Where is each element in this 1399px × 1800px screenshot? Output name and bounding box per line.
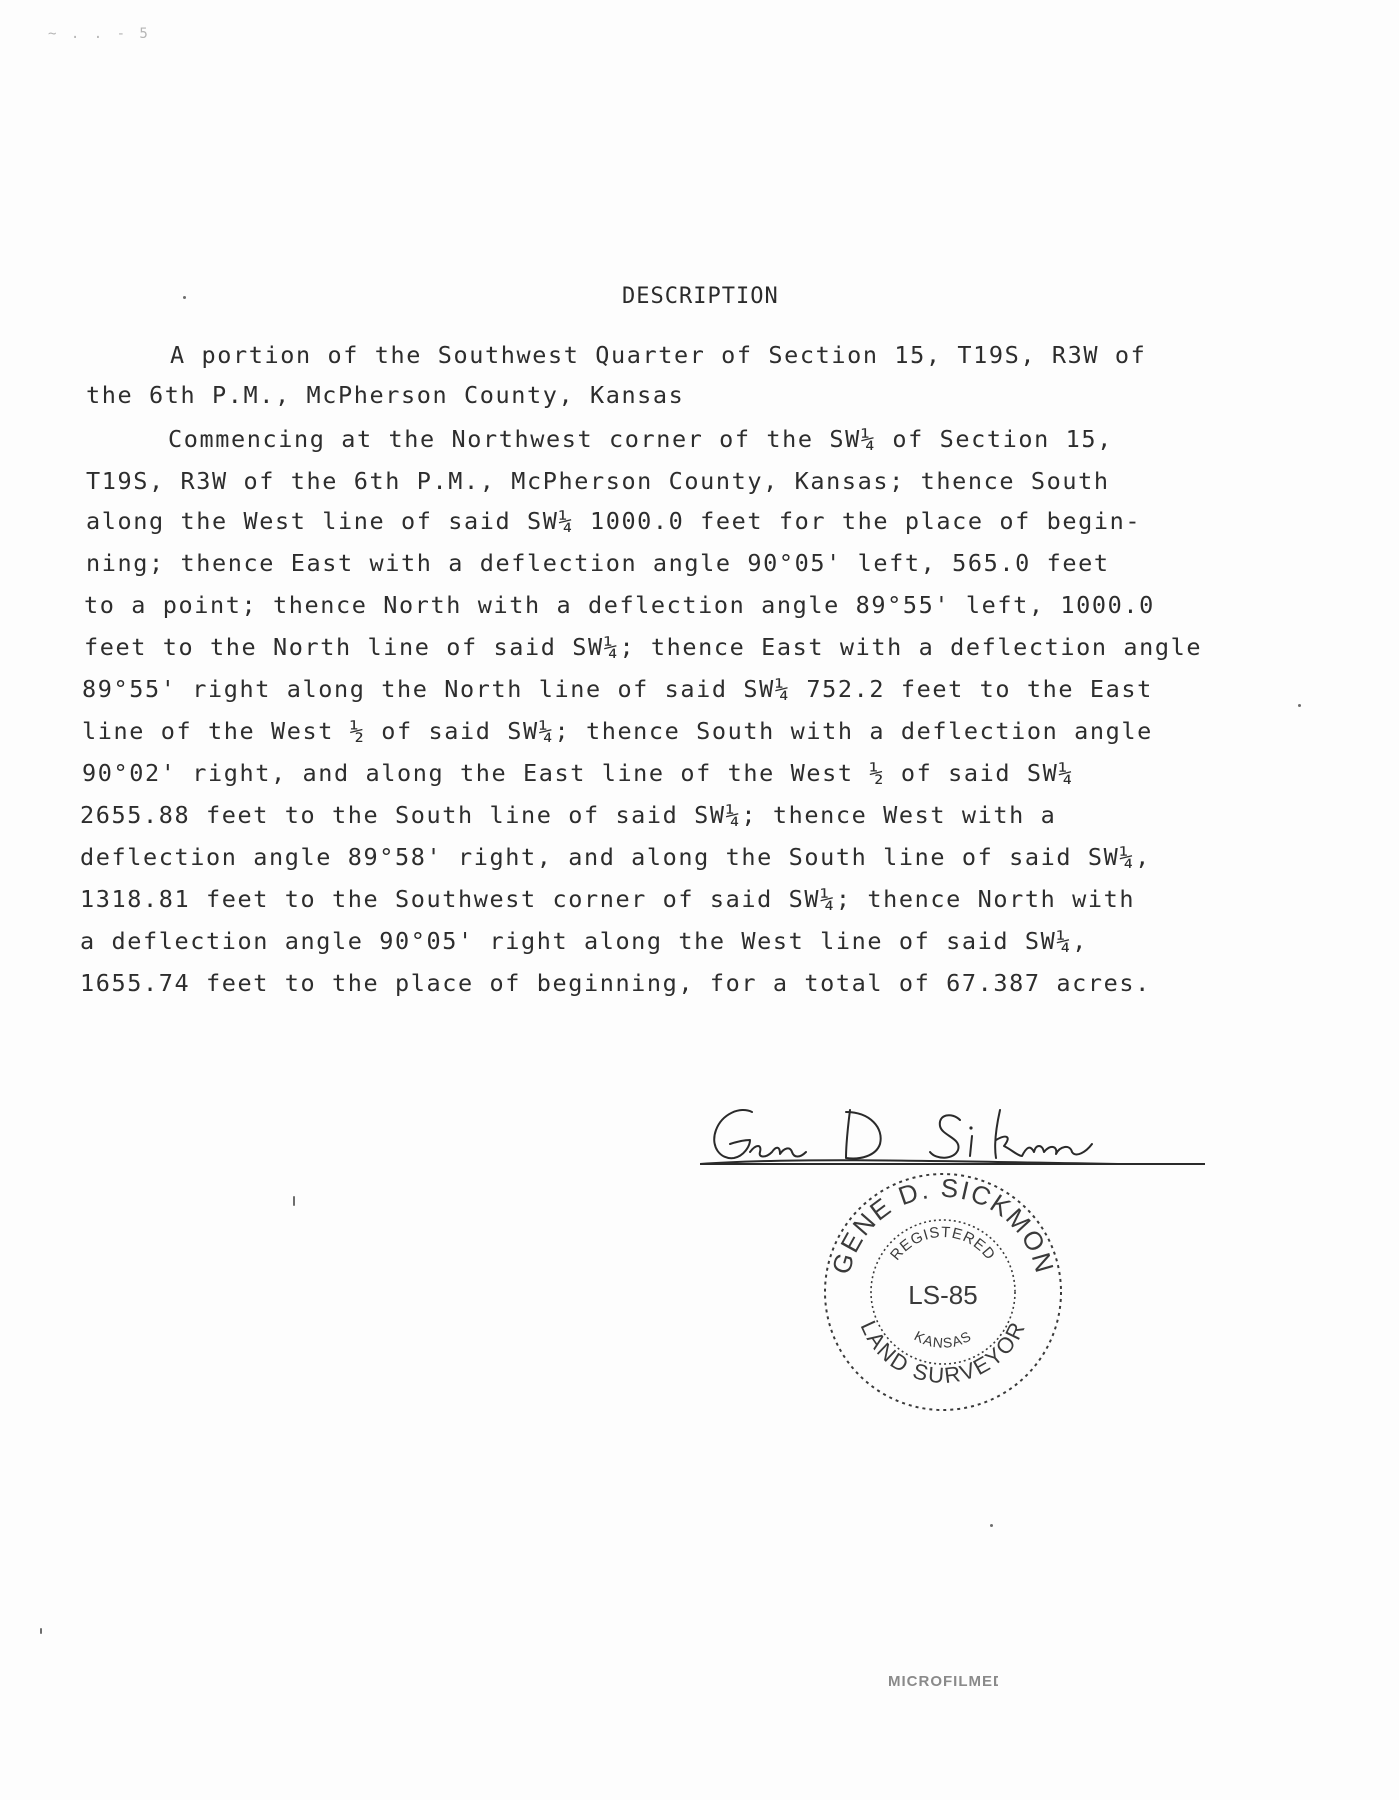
paragraph-line: along the West line of said SW¼ 1000.0 feet for the place of begin- [86,507,1142,535]
scan-speck [293,1196,295,1206]
signature [700,1100,1120,1168]
paragraph-line: ning; thence East with a deflection angle 90°05' left, 565.0 feet [86,549,1110,577]
corner-mark: ~ . . - 5 [48,26,151,42]
paragraph-line: T19S, R3W of the 6th P.M., McPherson County, Kansas; thence South [86,467,1110,495]
scan-speck [183,296,186,299]
paragraph-line: a deflection angle 90°05' right along the West line of said SW¼, [80,927,1088,955]
surveyor-seal [808,1160,1078,1420]
microfilm-stamp [888,1666,998,1692]
seal-license: LS-85 [908,1280,978,1310]
scan-speck [990,1524,993,1527]
seal-name: GENE D. SICKMON [825,1172,1061,1278]
seal-registered: REGISTERED [887,1223,999,1264]
seal-title: LAND SURVEYOR [855,1316,1031,1389]
document-heading: DESCRIPTION [622,284,779,309]
paragraph-line: the 6th P.M., McPherson County, Kansas [86,381,685,409]
paragraph-line: 89°55' right along the North line of said SW¼ 752.2 feet to the East [82,675,1153,703]
paragraph-line: 90°02' right, and along the East line of the West ½ of said SW¼ [82,759,1075,787]
microfilm-stamp-graphic [888,1666,998,1692]
paragraph-line: deflection angle 89°58' right, and along the South line of said SW¼, [80,843,1151,871]
scan-speck [40,1628,42,1634]
scan-speck [1298,704,1301,707]
paragraph-line: line of the West ½ of said SW¼; thence South with a deflection angle [82,717,1153,745]
microfilm-text: MICROFILMED [888,1673,998,1690]
paragraph-line: A portion of the Southwest Quarter of Section 15, T19S, R3W of [170,341,1147,369]
paragraph-line: 1318.81 feet to the Southwest corner of said SW¼; thence North with [80,885,1136,913]
paragraph-line: Commencing at the Northwest corner of the SW¼ of Section 15, [168,425,1113,453]
paragraph-line: 2655.88 feet to the South line of said SW¼; thence West with a [80,801,1057,829]
paragraph-line: feet to the North line of said SW¼; thence East with a deflection angle [84,633,1203,661]
seal-graphic [808,1160,1078,1420]
seal-state: KANSAS [911,1327,975,1351]
signature-scrawl [700,1100,1120,1168]
paragraph-line: to a point; thence North with a deflection angle 89°55' left, 1000.0 [84,591,1155,619]
paragraph-line: 1655.74 feet to the place of beginning, for a total of 67.387 acres. [80,969,1151,997]
